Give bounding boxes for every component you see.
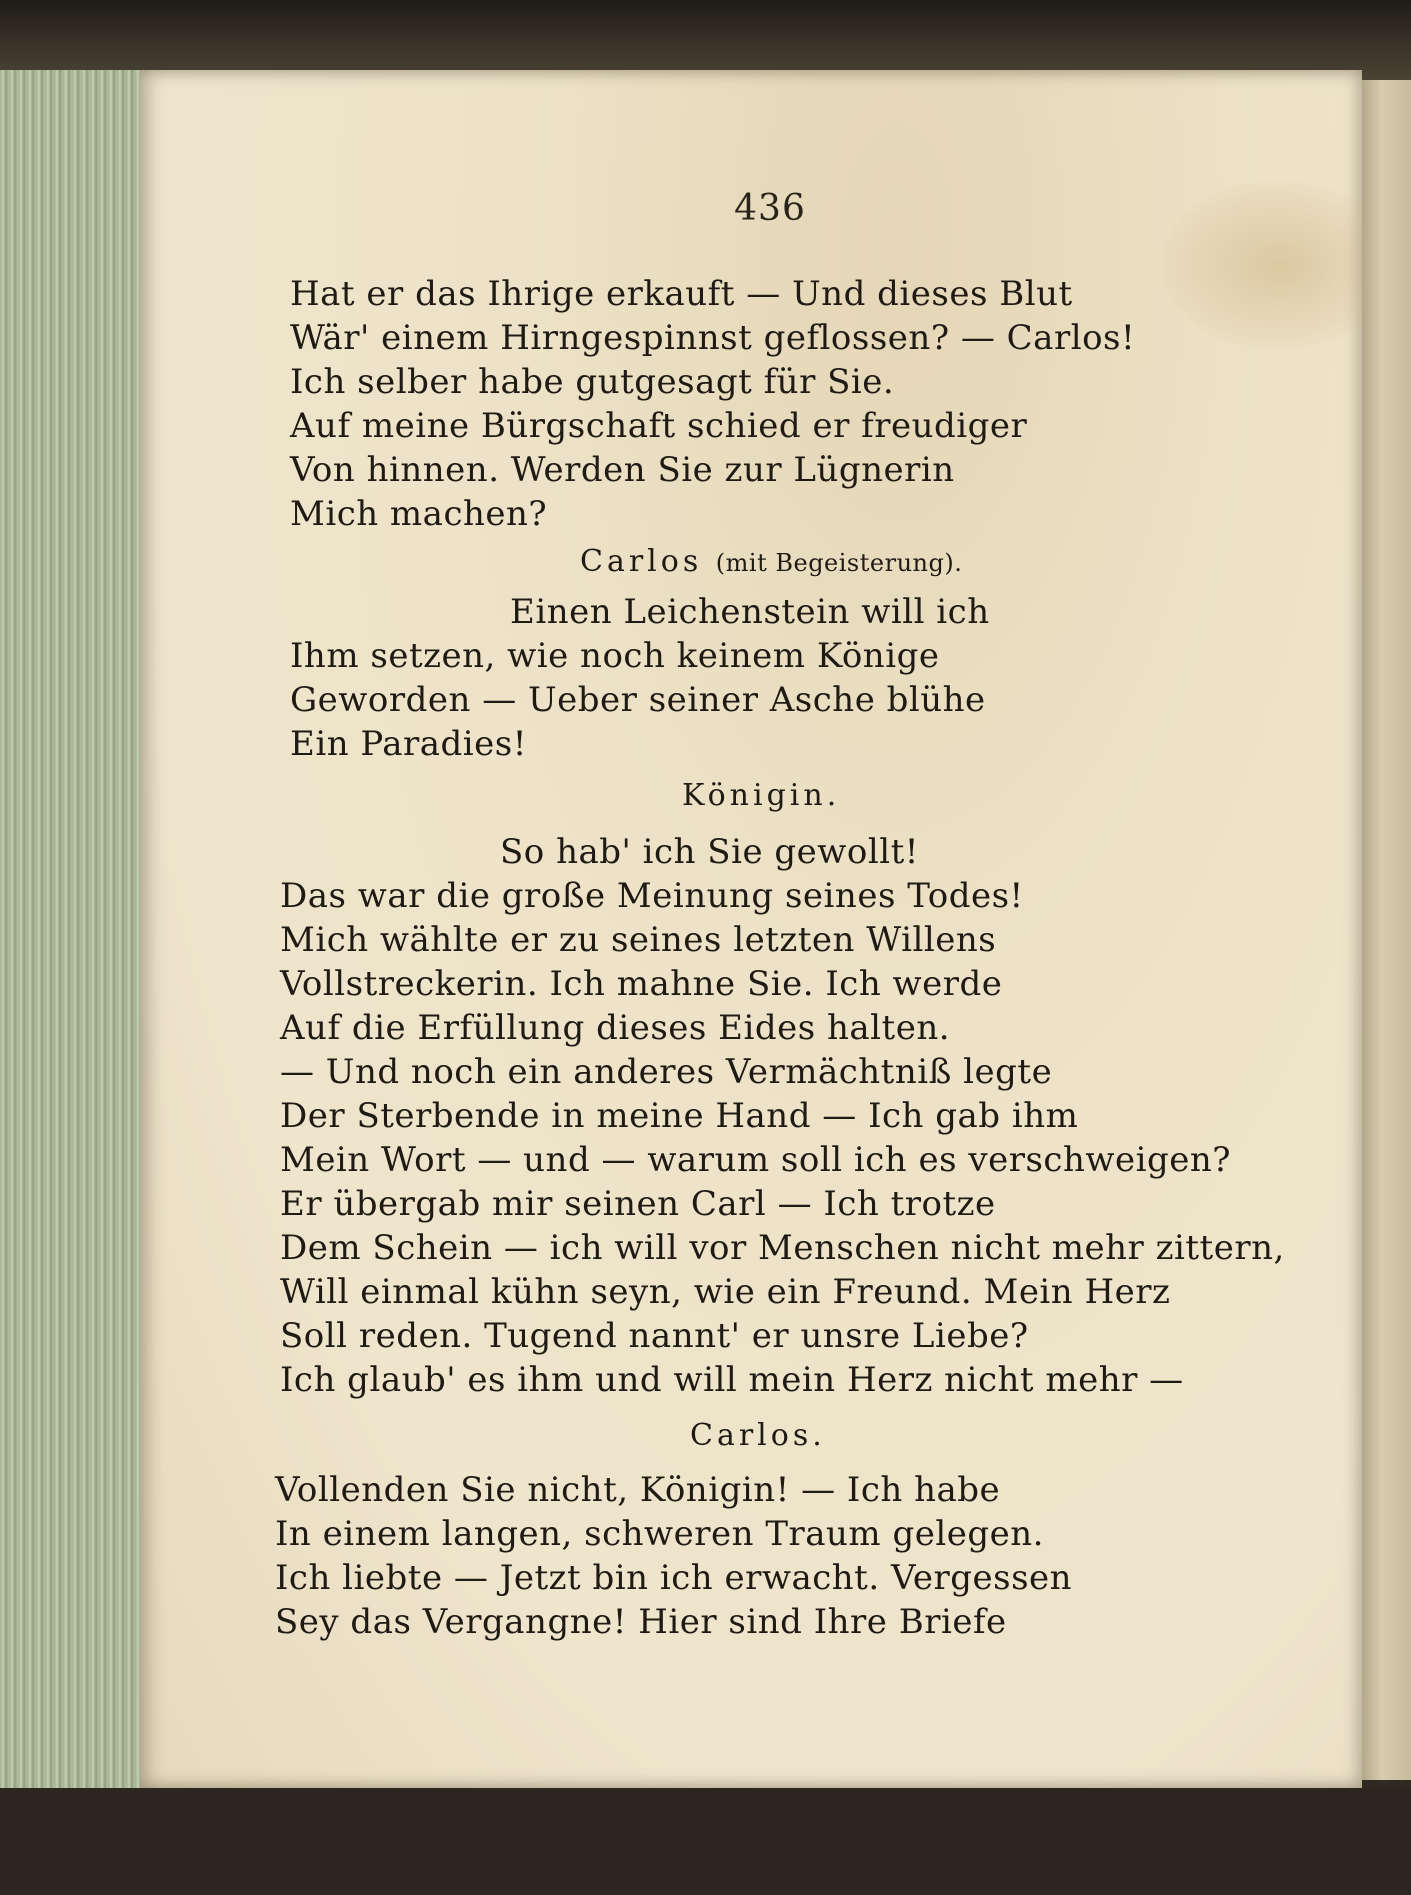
speaker-carlos-1 [580,544,962,579]
text-line: Vollstreckerin. Ich mahne Sie. Ich werde [280,964,1003,1004]
speaker-name: Carlos [580,544,703,579]
page-stack-edge [0,70,153,1795]
text-line: Mein Wort — und — warum soll ich es verschweigen? [280,1140,1231,1180]
text-line: Ihm setzen, wie noch keinem Könige [290,636,940,676]
text-line: Mich wählte er zu seines letzten Willens [280,920,997,960]
text-line: Das war die große Meinung seines Todes! [280,876,1024,916]
page-number: 436 [734,188,806,229]
text-line: Will einmal kühn seyn, wie ein Freund. Mein Herz [280,1272,1171,1312]
text-line: Ich glaub' es ihm und will mein Herz nicht mehr — [280,1360,1184,1400]
text-line: Geworden — Ueber seiner Asche blühe [290,680,986,720]
text-line: Sey das Vergangne! Hier sind Ihre Briefe [275,1602,1007,1642]
book-top-edge [0,0,1411,80]
text-line: Ich selber habe gutgesagt für Sie. [290,362,895,402]
text-line: In einem langen, schweren Traum gelegen. [275,1514,1044,1554]
text-line: Einen Leichenstein will ich [510,592,990,632]
text-line: Vollenden Sie nicht, Königin! — Ich habe [275,1470,1001,1510]
text-line: Hat er das Ihrige erkauft — Und dieses Blut [290,274,1073,314]
text-line: Auf meine Bürgschaft schied er freudiger [290,406,1028,446]
speaker-koenigin: Königin. [682,778,841,813]
speaker-carlos-2: Carlos. [690,1418,826,1453]
text-line: Soll reden. Tugend nannt' er unsre Liebe? [280,1316,1029,1356]
text-line: Wär' einem Hirngespinnst geflossen? — Carlos! [290,318,1136,358]
text-line: Er übergab mir seinen Carl — Ich trotze [280,1184,996,1224]
text-line: Ein Paradies! [290,724,527,764]
facing-page-edge [1362,80,1411,1780]
text-line: Auf die Erfüllung dieses Eides halten. [280,1008,951,1048]
text-line: Dem Schein — ich will vor Menschen nicht mehr zittern, [280,1228,1285,1268]
stage-direction: (mit Begeisterung). [715,549,963,577]
text-line: Mich machen? [290,494,548,534]
text-line: — Und noch ein anderes Vermächtniß legte [280,1052,1053,1092]
book-bottom-edge [0,1788,1411,1895]
text-line: Von hinnen. Werden Sie zur Lügnerin [290,450,955,490]
text-line: Der Sterbende in meine Hand — Ich gab ihm [280,1096,1079,1136]
text-line: Ich liebte — Jetzt bin ich erwacht. Vergessen [275,1558,1073,1598]
text-line: So hab' ich Sie gewollt! [500,832,919,872]
